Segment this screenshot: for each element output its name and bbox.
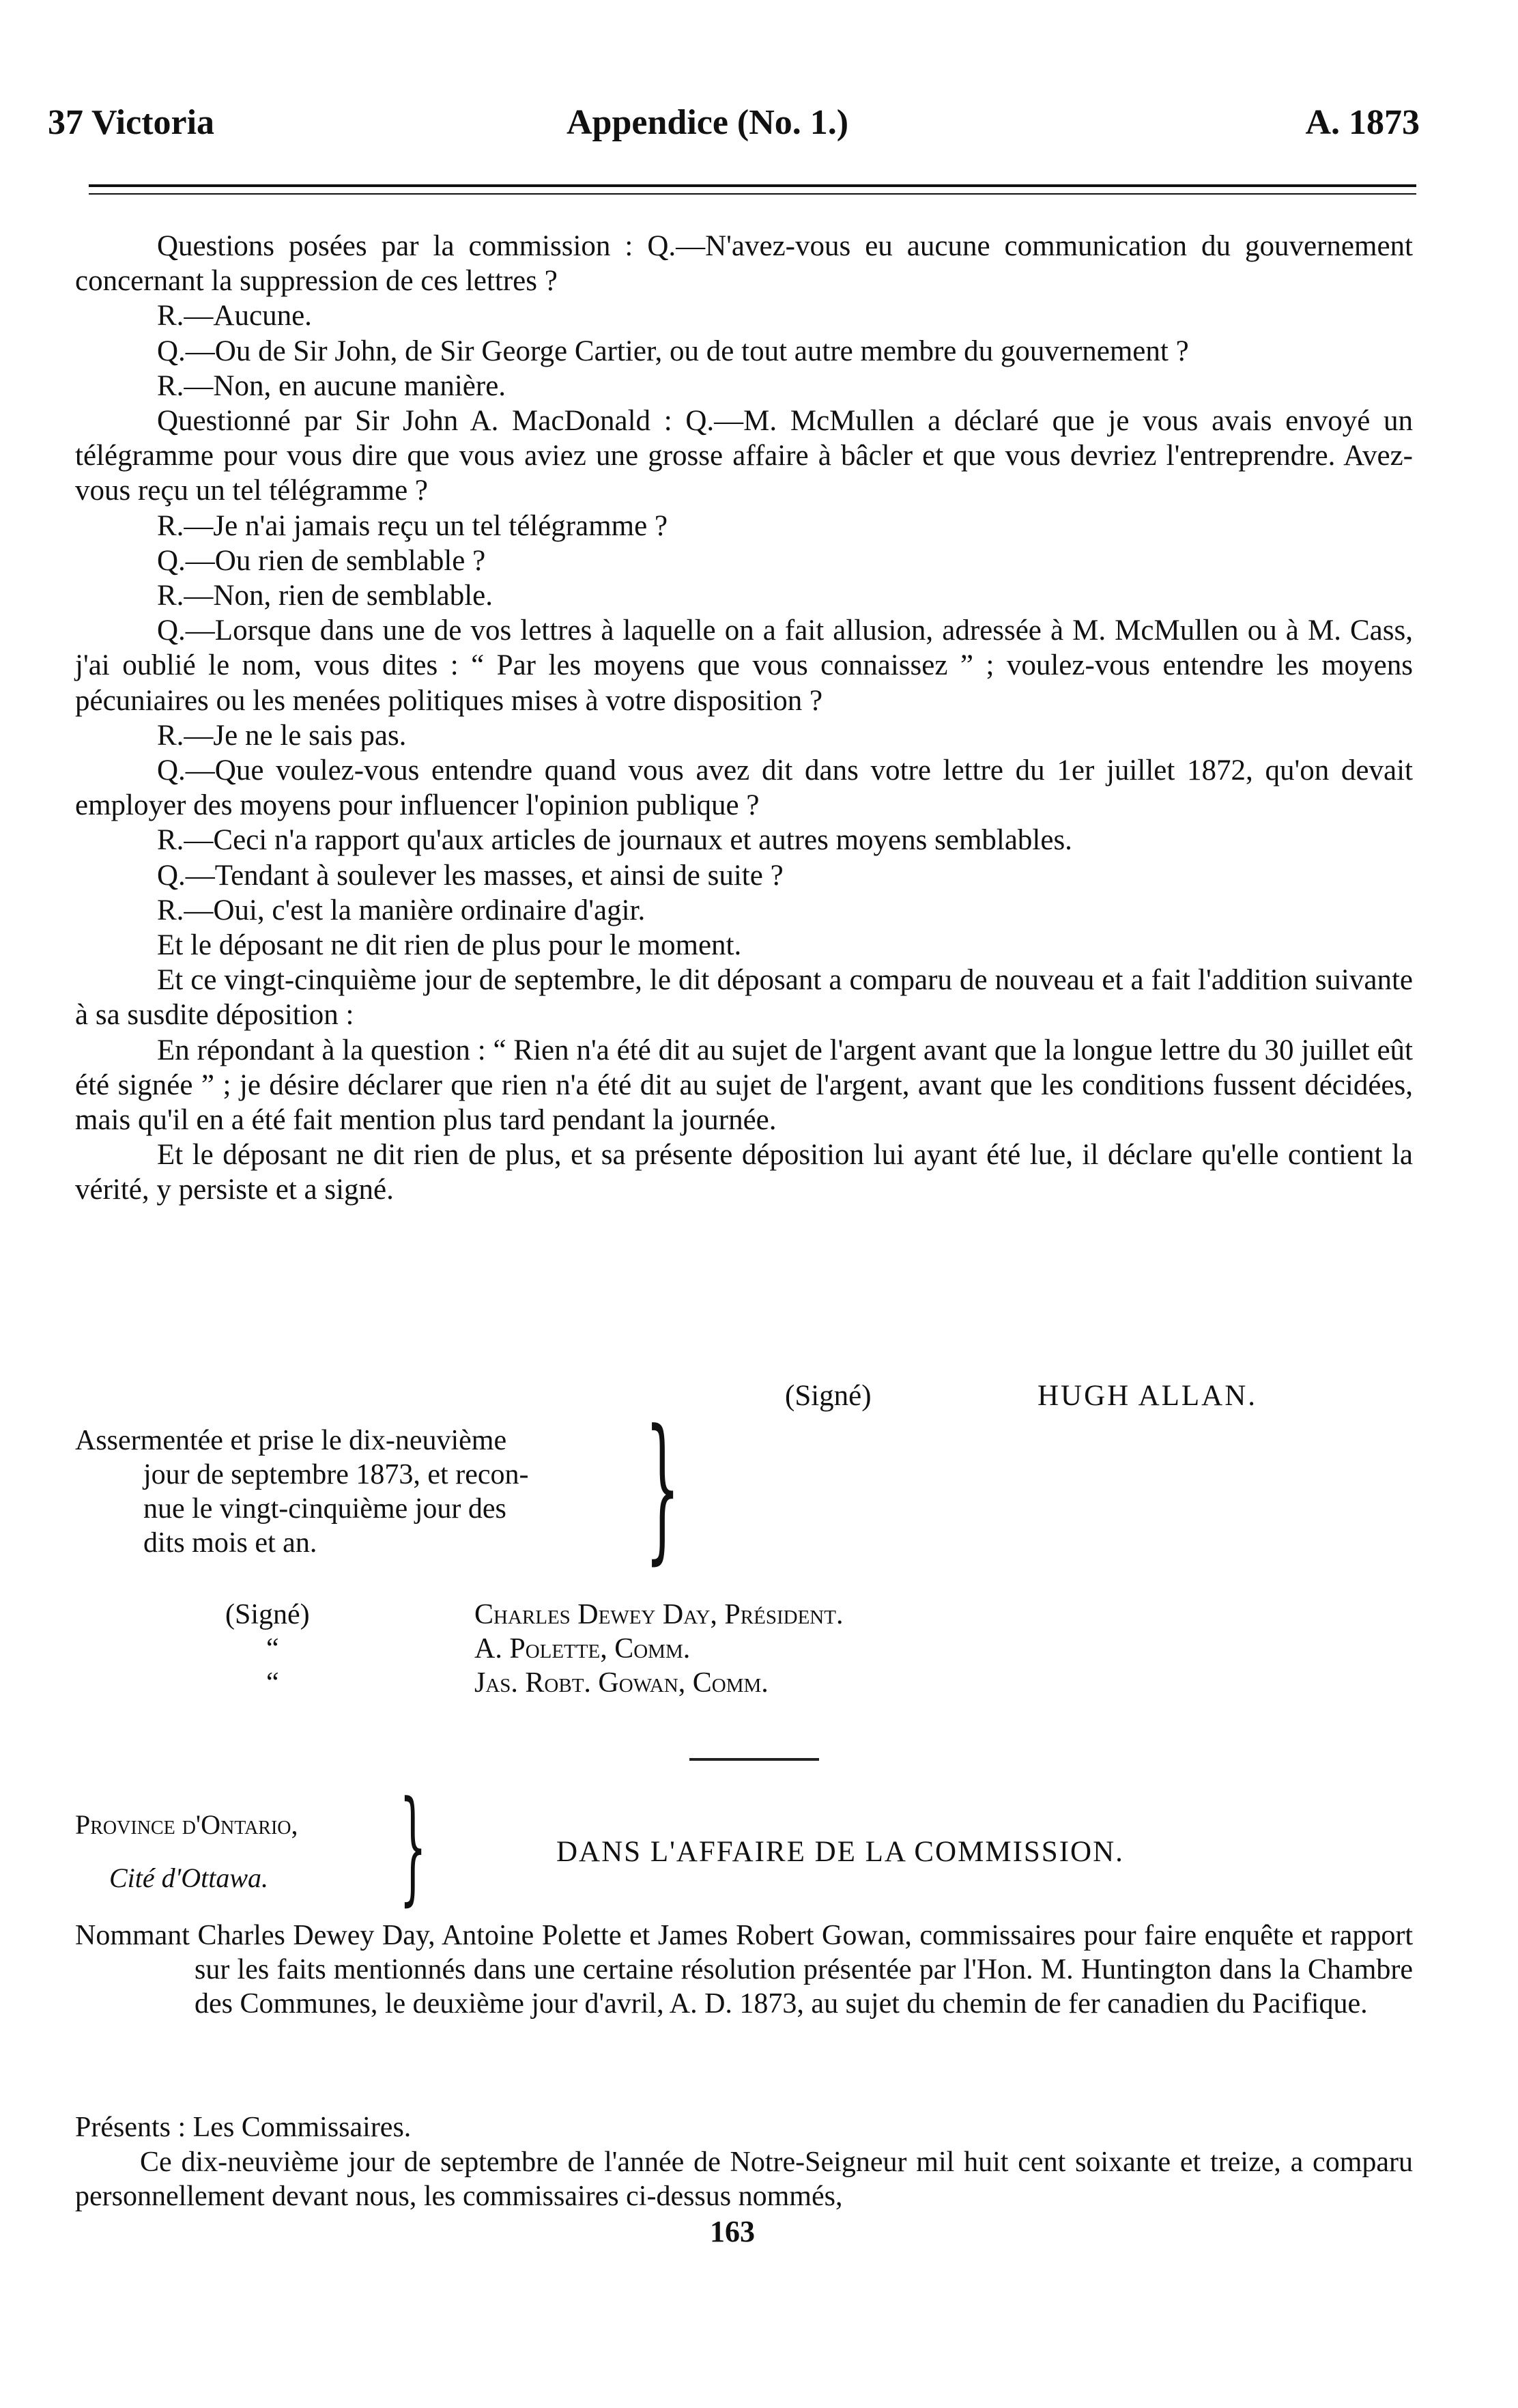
- page-number: 163: [710, 2215, 755, 2248]
- paragraph: Questions posées par la commission : Q.—N'avez-vous eu aucune communication du gouvernement concernant la suppression de ces lettres ?: [75, 230, 1413, 298]
- signature-name: HUGH ALLAN.: [1037, 1380, 1258, 1412]
- closing-paragraph: [75, 2145, 1413, 2213]
- paragraph: Questionné par Sir John A. MacDonald : Q.—M. McMullen a déclaré que je vous avais envoyé un télégramme pour vous dire que vous aviez une grosse affaire à bâcler et que vous devriez l'entreprendre. Avez-vous reçu un tel télégramme ?: [75, 405, 1413, 507]
- header-left: 37 Victoria: [48, 103, 215, 142]
- commissioner-name: Charles Dewey Day, Président.: [474, 1599, 844, 1630]
- sworn-line: Assermentée et prise le dix-neuvième: [75, 1425, 507, 1456]
- ditto-mark: “: [266, 1633, 279, 1665]
- paragraph: Et le déposant ne dit rien de plus, et sa présente déposition lui ayant été lue, il déclare qu'elle contient la vérité, y persiste et a signé.: [75, 1139, 1413, 1206]
- ditto-mark: “: [266, 1667, 279, 1699]
- commissioner-row: [0, 1666, 1518, 1700]
- province-name: Province d'Ontario,: [75, 1809, 298, 1840]
- commissioner-signatures: [0, 1598, 1518, 1700]
- affaire-heading: DANS L'AFFAIRE DE LA COMMISSION.: [556, 1836, 1124, 1868]
- commissioner-row: [0, 1632, 1518, 1666]
- signature-label: (Signé): [785, 1380, 872, 1412]
- paragraph: En répondant à la question : “ Rien n'a été dit au sujet de l'argent avant que la longue lettre du 30 juillet eût été signée ” ; je désire déclarer que rien n'a été dit au sujet de l'argent, avant que les conditions fussent décidées, mais qu'il en a été fait mention plus tard pendant la journée.: [75, 1034, 1413, 1137]
- paragraph: Et le déposant ne dit rien de plus pour le moment.: [157, 929, 742, 962]
- presents-line: Présents : Les Commissaires.: [75, 2112, 412, 2143]
- paragraph: R.—Aucune.: [157, 300, 312, 332]
- nommant-paragraph: [75, 1918, 1413, 2021]
- paragraph: Q.—Que voulez-vous entendre quand vous avez dit dans votre lettre du 1er juillet 1872, qu'on devait employer des moyens pour influencer l'opinion publique ?: [75, 754, 1413, 822]
- running-header: [48, 102, 1420, 150]
- city-name: Cité d'Ottawa.: [109, 1862, 269, 1893]
- testimony-body: [75, 229, 1413, 1208]
- paragraph: Q.—Ou rien de semblable ?: [157, 544, 486, 577]
- paragraph: Et ce vingt-cinquième jour de septembre, le dit déposant a comparu de nouveau et a fait l'addition suivante à sa susdite déposition :: [75, 964, 1413, 1032]
- paragraph: Q.—Ou de Sir John, de Sir George Cartier, ou de tout autre membre du gouvernement ?: [157, 335, 1189, 367]
- paragraph: R.—Oui, c'est la manière ordinaire d'agir.: [157, 894, 646, 926]
- sworn-line: jour de septembre 1873, et recon-: [143, 1459, 529, 1490]
- header-right: A. 1873: [1305, 103, 1420, 142]
- sworn-line: dits mois et an.: [143, 1527, 317, 1559]
- paragraph: Nommant Charles Dewey Day, Antoine Polette et James Robert Gowan, commissaires pour faire enquête et rapport sur les faits mentionnés dans une certaine résolution présentée par l'Hon. M. Huntington dans la Chambre des Communes, le deuxième jour d'avril, A. D. 1873, au sujet du chemin de fer canadien du Pacifique.: [75, 1920, 1413, 2020]
- province-block: [75, 1806, 298, 1897]
- paragraph: R.—Je ne le sais pas.: [157, 719, 407, 752]
- paragraph: Q.—Lorsque dans une de vos lettres à laquelle on a fait allusion, adressée à M. McMullen ou à M. Cass, j'ai oublié le nom, vous dites : “ Par les moyens que vous connaissez ” ; voulez-vous entendre les moyens pécuniaires ou les menées politiques mises à votre disposition ?: [75, 614, 1413, 717]
- paragraph: R.—Non, en aucune manière.: [157, 369, 506, 402]
- header-rule-thin: [89, 193, 1416, 195]
- commissioner-name: Jas. Robt. Gowan, Comm.: [474, 1667, 769, 1699]
- section-divider: [689, 1758, 819, 1761]
- commissioner-name: A. Polette, Comm.: [474, 1633, 691, 1665]
- paragraph: Ce dix-neuvième jour de septembre de l'année de Notre-Seigneur mil huit cent soixante et treize, a comparu personnellement devant nous, les commissaires ci-dessus nommés,: [75, 2147, 1413, 2212]
- paragraph: R.—Je n'ai jamais reçu un tel télégramme ?: [157, 509, 668, 542]
- sworn-statement: [75, 1423, 642, 1560]
- commissioner-row: [0, 1598, 1518, 1632]
- sworn-line: nue le vingt-cinquième jour des: [143, 1493, 506, 1525]
- commissioner-label: (Signé): [225, 1599, 310, 1630]
- header-center: Appendice (No. 1.): [567, 103, 849, 142]
- header-rule-thick: [89, 184, 1416, 187]
- paragraph: Q.—Tendant à soulever les masses, et ainsi de suite ?: [157, 859, 784, 892]
- curly-brace-icon: }: [399, 1775, 427, 1918]
- signature-line: [0, 1379, 1518, 1420]
- curly-brace-icon: }: [645, 1397, 681, 1579]
- paragraph: R.—Non, rien de semblable.: [157, 580, 493, 612]
- paragraph: R.—Ceci n'a rapport qu'aux articles de journaux et autres moyens semblables.: [157, 824, 1072, 857]
